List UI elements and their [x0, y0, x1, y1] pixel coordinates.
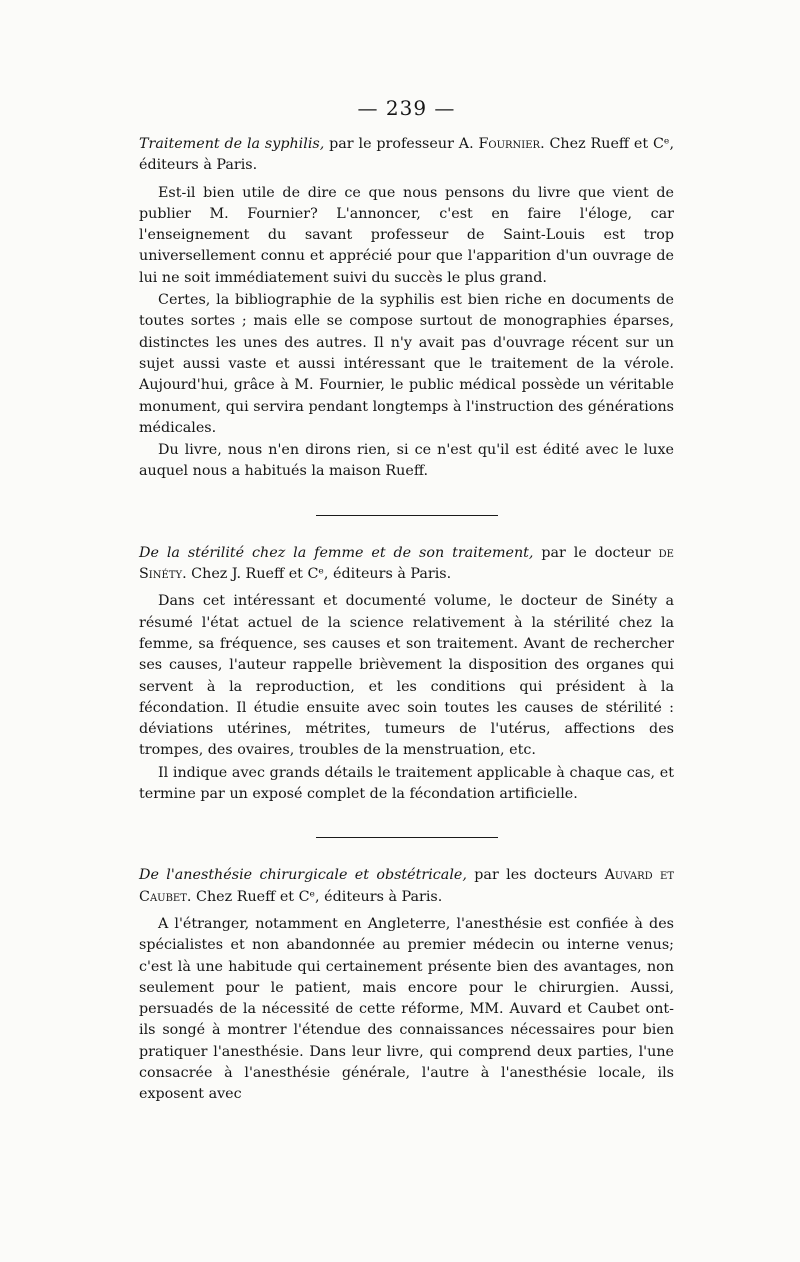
- title-by: par le docteur: [533, 544, 659, 561]
- review-title: [139, 543, 674, 586]
- author-name: Fournier: [478, 136, 541, 152]
- section-divider: [316, 515, 498, 516]
- review-syphilis: [139, 134, 674, 483]
- title-by: par les docteurs: [466, 867, 605, 884]
- publisher-info: . Chez J. Rueff et Cᵉ, éditeurs à Paris.: [182, 566, 452, 583]
- title-by: par le professeur A.: [324, 136, 479, 152]
- author-name: de Sinéty: [139, 544, 674, 583]
- review-paragraph: Dans cet intéressant et documenté volume, le docteur de Sinéty a résumé l'état actuel de la science relativement à la stérilité chez la femme, sa fréquence, ses causes et son traitement. Avant de rechercher ses causes, l'auteur rappelle brièvement la disposition des organes qui servent à la reproduction, et les conditions qui président à la fécondation. Il étudie ensuite avec soin toutes les causes de stérilité : déviations utérines, métrites, tumeurs de l'utérus, affections des trompes, des ovaires, troubles de la menstruation, etc.: [139, 593, 674, 759]
- author-name: Auvard et Caubet: [139, 867, 674, 905]
- page-number: — 239 —: [357, 96, 456, 120]
- review-paragraph: Est-il bien utile de dire ce que nous pensons du livre que vient de publier M. Fournier? L'annoncer, c'est en faire l'éloge, car l'enseignement du savant professeur de Saint-Louis est trop universellement connu et apprécié pour que l'apparition d'un ouvrage de lui ne soit immédiatement suivi du succès le plus grand.: [139, 184, 674, 286]
- book-title: De l'anesthésie chirurgicale et obstétricale,: [139, 867, 467, 884]
- review-paragraph: A l'étranger, notamment en Angleterre, l'anesthésie est confiée à des spécialistes et non abandonnée au premier médecin ou interne venus; c'est là une habitude qui certainement présente bien des avantages, non seulement pour le patient, mais encore pour le chirurgien. Aussi, persuadés de la nécessité de cette réforme, MM. Auvard et Caubet ont-ils songé à montrer l'étendue des connaissances nécessaires pour bien pratiquer l'anesthésie. Dans leur livre, qui comprend deux parties, l'une consacrée à l'anesthésie générale, l'autre à l'anesthésie locale, ils exposent avec: [139, 915, 674, 1103]
- review-anesthesie: [139, 865, 674, 1105]
- book-page: [139, 96, 674, 1107]
- review-title: [139, 865, 674, 908]
- review-title: [139, 134, 674, 177]
- publisher-info: . Chez Rueff et Cᵉ, éditeurs à Paris.: [139, 136, 674, 174]
- book-title: Traitement de la syphilis,: [139, 136, 325, 152]
- review-paragraph: Certes, la bibliographie de la syphilis est bien riche en documents de toutes sortes ; mais elle se compose surtout de monographies éparses, distinctes les unes des autres. Il n'y avait pas d'ouvrage récent sur un sujet aussi vaste et aussi intéressant que le traitement de la vérole. Aujourd'hui, grâce à M. Fournier, le public médical possède un véritable monument, qui servira pendant longtemps à l'instruction des générations médicales.: [139, 292, 674, 436]
- review-sterilite: [139, 543, 674, 806]
- review-paragraph: Il indique avec grands détails le traitement applicable à chaque cas, et termine par un exposé complet de la fécondation artificielle.: [139, 764, 674, 803]
- section-divider: [316, 837, 498, 838]
- review-paragraph: Du livre, nous n'en dirons rien, si ce n'est qu'il est édité avec le luxe auquel nous a habitués la maison Rueff.: [139, 442, 674, 480]
- book-title: De la stérilité chez la femme et de son traitement,: [139, 544, 534, 561]
- publisher-info: . Chez Rueff et Cᵉ, éditeurs à Paris.: [186, 888, 443, 905]
